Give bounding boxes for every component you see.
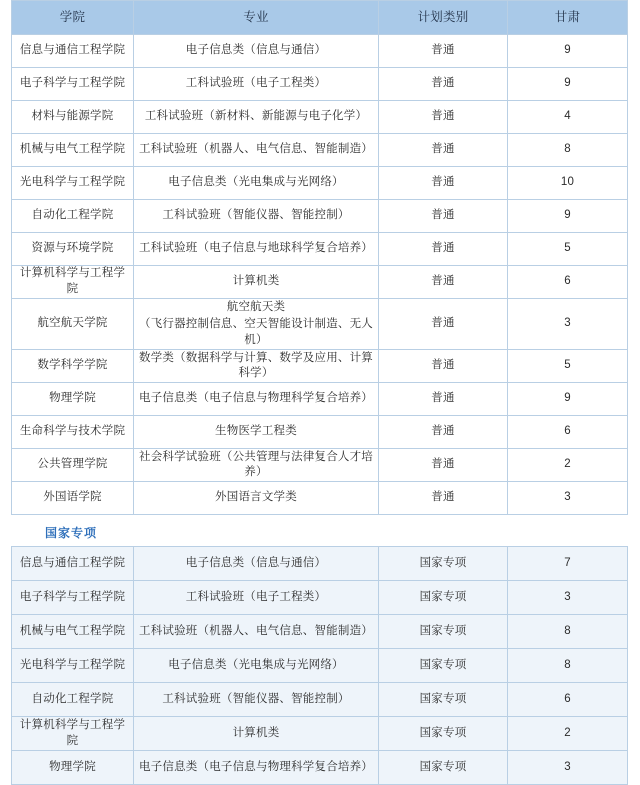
table-row bbox=[12, 547, 628, 581]
cell-category: 普通 bbox=[379, 68, 508, 101]
table-row bbox=[12, 383, 628, 416]
cell-major bbox=[134, 299, 379, 350]
cell-major: 电子信息类（信息与通信） bbox=[134, 35, 379, 68]
table-row bbox=[12, 449, 628, 482]
cell-college: 信息与通信工程学院 bbox=[12, 547, 134, 581]
table-row bbox=[12, 615, 628, 649]
cell-quota: 9 bbox=[508, 200, 628, 233]
column-header-college: 学院 bbox=[12, 1, 134, 35]
cell-major: 工科试验班（机器人、电气信息、智能制造） bbox=[134, 134, 379, 167]
cell-quota: 10 bbox=[508, 167, 628, 200]
cell-major: 工科试验班（机器人、电气信息、智能制造） bbox=[134, 615, 379, 649]
column-header-category: 计划类别 bbox=[379, 1, 508, 35]
cell-category: 普通 bbox=[379, 383, 508, 416]
cell-college: 计算机科学与工程学院 bbox=[12, 266, 134, 299]
cell-quota: 8 bbox=[508, 649, 628, 683]
table-body-special bbox=[12, 547, 628, 785]
cell-college: 光电科学与工程学院 bbox=[12, 167, 134, 200]
cell-major: 外国语言文学类 bbox=[134, 482, 379, 515]
table-row bbox=[12, 416, 628, 449]
cell-major: 工科试验班（电子工程类） bbox=[134, 581, 379, 615]
cell-quota: 3 bbox=[508, 581, 628, 615]
table-row bbox=[12, 101, 628, 134]
table-row bbox=[12, 350, 628, 383]
cell-college: 自动化工程学院 bbox=[12, 683, 134, 717]
table-row bbox=[12, 482, 628, 515]
table-row bbox=[12, 581, 628, 615]
cell-major: 计算机类 bbox=[134, 266, 379, 299]
cell-major: 电子信息类（信息与通信） bbox=[134, 547, 379, 581]
cell-category: 普通 bbox=[379, 266, 508, 299]
cell-quota: 7 bbox=[508, 547, 628, 581]
table-row bbox=[12, 35, 628, 68]
cell-college: 数学科学学院 bbox=[12, 350, 134, 383]
cell-quota: 9 bbox=[508, 68, 628, 101]
cell-category: 普通 bbox=[379, 101, 508, 134]
cell-quota: 5 bbox=[508, 233, 628, 266]
cell-major: 工科试验班（智能仪器、智能控制） bbox=[134, 683, 379, 717]
cell-major: 计算机类 bbox=[134, 717, 379, 751]
cell-quota: 6 bbox=[508, 683, 628, 717]
cell-college: 物理学院 bbox=[12, 383, 134, 416]
cell-major: 工科试验班（智能仪器、智能控制） bbox=[134, 200, 379, 233]
table-row bbox=[12, 233, 628, 266]
cell-college: 电子科学与工程学院 bbox=[12, 581, 134, 615]
cell-quota: 9 bbox=[508, 35, 628, 68]
cell-category: 普通 bbox=[379, 200, 508, 233]
cell-major: 电子信息类（电子信息与物理科学复合培养） bbox=[134, 751, 379, 785]
cell-major: 工科试验班（电子信息与地球科学复合培养） bbox=[134, 233, 379, 266]
cell-quota: 5 bbox=[508, 350, 628, 383]
cell-quota: 6 bbox=[508, 416, 628, 449]
cell-major: 工科试验班（新材料、新能源与电子化学） bbox=[134, 101, 379, 134]
cell-category: 国家专项 bbox=[379, 581, 508, 615]
cell-major-line: 航空航天类 bbox=[226, 301, 286, 313]
column-header-quota: 甘肃 bbox=[508, 1, 628, 35]
cell-category: 国家专项 bbox=[379, 751, 508, 785]
cell-college: 光电科学与工程学院 bbox=[12, 649, 134, 683]
cell-college: 机械与电气工程学院 bbox=[12, 615, 134, 649]
cell-quota: 4 bbox=[508, 101, 628, 134]
table-row bbox=[12, 134, 628, 167]
cell-quota: 2 bbox=[508, 449, 628, 482]
cell-college: 生命科学与技术学院 bbox=[12, 416, 134, 449]
cell-quota: 6 bbox=[508, 266, 628, 299]
cell-college: 公共管理学院 bbox=[12, 449, 134, 482]
section-label-national-special: 国家专项 bbox=[45, 526, 98, 541]
cell-college: 物理学院 bbox=[12, 751, 134, 785]
cell-quota: 3 bbox=[508, 751, 628, 785]
table-row bbox=[12, 717, 628, 751]
cell-college: 外国语学院 bbox=[12, 482, 134, 515]
cell-category: 国家专项 bbox=[379, 717, 508, 751]
cell-major: 工科试验班（电子工程类） bbox=[134, 68, 379, 101]
table-row bbox=[12, 266, 628, 299]
cell-category: 国家专项 bbox=[379, 547, 508, 581]
table-row bbox=[12, 299, 628, 350]
table-row bbox=[12, 200, 628, 233]
cell-college: 材料与能源学院 bbox=[12, 101, 134, 134]
cell-category: 普通 bbox=[379, 350, 508, 383]
cell-major: 电子信息类（光电集成与光网络） bbox=[134, 649, 379, 683]
cell-category: 国家专项 bbox=[379, 649, 508, 683]
cell-major: 社会科学试验班（公共管理与法律复合人才培养） bbox=[134, 449, 379, 482]
cell-category: 普通 bbox=[379, 449, 508, 482]
cell-category: 普通 bbox=[379, 233, 508, 266]
admission-plan-table-special bbox=[11, 546, 628, 785]
cell-category: 国家专项 bbox=[379, 615, 508, 649]
table-row bbox=[12, 683, 628, 717]
cell-major: 数学类（数据科学与计算、数学及应用、计算科学） bbox=[134, 350, 379, 383]
cell-college: 资源与环境学院 bbox=[12, 233, 134, 266]
cell-college: 电子科学与工程学院 bbox=[12, 68, 134, 101]
cell-quota: 3 bbox=[508, 482, 628, 515]
header-row bbox=[12, 1, 628, 35]
table-row bbox=[12, 68, 628, 101]
cell-quota: 8 bbox=[508, 134, 628, 167]
table-header-normal bbox=[12, 1, 628, 35]
table-row bbox=[12, 167, 628, 200]
cell-quota: 8 bbox=[508, 615, 628, 649]
table-row bbox=[12, 649, 628, 683]
column-header-major: 专业 bbox=[134, 1, 379, 35]
cell-category: 国家专项 bbox=[379, 683, 508, 717]
table-body-normal bbox=[12, 35, 628, 515]
cell-major: 电子信息类（电子信息与物理科学复合培养） bbox=[134, 383, 379, 416]
cell-college: 计算机科学与工程学院 bbox=[12, 717, 134, 751]
cell-college: 机械与电气工程学院 bbox=[12, 134, 134, 167]
cell-category: 普通 bbox=[379, 167, 508, 200]
cell-quota: 2 bbox=[508, 717, 628, 751]
cell-quota: 3 bbox=[508, 299, 628, 350]
cell-category: 普通 bbox=[379, 482, 508, 515]
cell-category: 普通 bbox=[379, 35, 508, 68]
table-row bbox=[12, 751, 628, 785]
cell-college: 信息与通信工程学院 bbox=[12, 35, 134, 68]
cell-category: 普通 bbox=[379, 134, 508, 167]
cell-category: 普通 bbox=[379, 299, 508, 350]
cell-major: 电子信息类（光电集成与光网络） bbox=[134, 167, 379, 200]
admission-plan-table-normal bbox=[11, 0, 628, 515]
cell-category: 普通 bbox=[379, 416, 508, 449]
cell-quota: 9 bbox=[508, 383, 628, 416]
cell-major: 生物医学工程类 bbox=[134, 416, 379, 449]
cell-college: 航空航天学院 bbox=[12, 299, 134, 350]
cell-major-line: （飞行器控制信息、空天智能设计制造、无人机） bbox=[139, 317, 373, 347]
cell-college: 自动化工程学院 bbox=[12, 200, 134, 233]
